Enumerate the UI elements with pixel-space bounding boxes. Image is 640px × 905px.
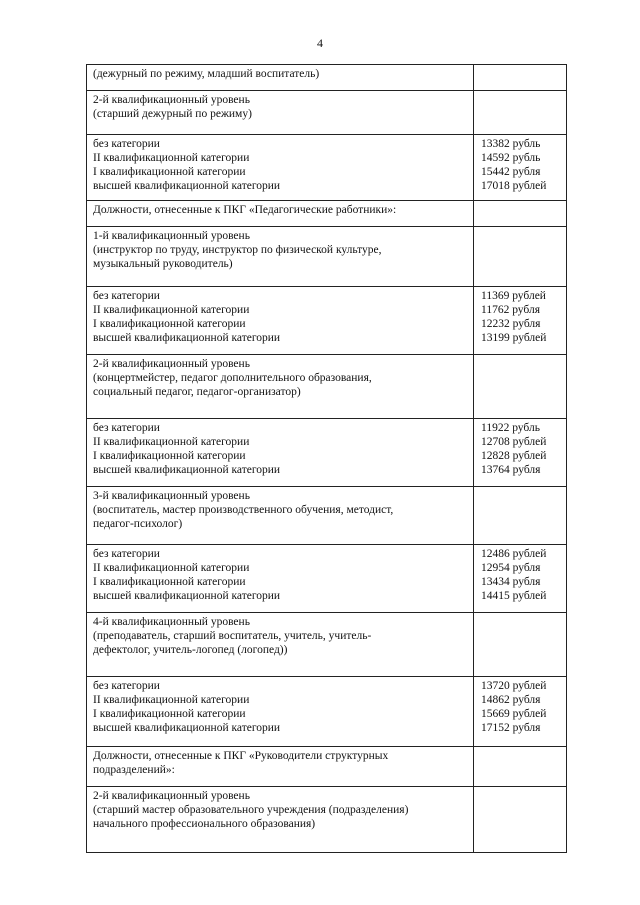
- description-line: педагог-психолог): [93, 518, 183, 530]
- salary-value: 12708 рублей: [481, 436, 547, 448]
- position-row: [87, 613, 567, 677]
- rates-row: [87, 677, 567, 747]
- position-row: [87, 201, 567, 227]
- description-cell: [87, 747, 474, 787]
- salary-table-body: [87, 65, 567, 853]
- position-row: [87, 227, 567, 287]
- salary-value: 14862 рубля: [481, 694, 541, 706]
- salary-value: 17018 рублей: [481, 180, 547, 192]
- category-label: без категории: [93, 422, 160, 434]
- salary-cell: [474, 355, 567, 419]
- category-label: I квалификационной категории: [93, 166, 246, 178]
- salary-cell: [474, 227, 567, 287]
- category-label: высшей квалификационной категории: [93, 464, 281, 476]
- salary-value: 11922 рубль: [481, 422, 540, 434]
- rates-row: [87, 545, 567, 613]
- salary-value: 11369 рублей: [481, 290, 546, 302]
- description-line: (дежурный по режиму, младший воспитатель): [93, 68, 320, 80]
- category-label: II квалификационной категории: [93, 562, 250, 574]
- description-line: (преподаватель, старший воспитатель, учитель, учитель-: [93, 630, 372, 642]
- rates-row: [87, 419, 567, 487]
- category-label: I квалификационной категории: [93, 318, 246, 330]
- category-label: II квалификационной категории: [93, 304, 250, 316]
- category-label: II квалификационной категории: [93, 152, 250, 164]
- description-line: 1-й квалификационный уровень: [93, 230, 250, 242]
- rates-row: [87, 135, 567, 201]
- description-cell: [87, 677, 474, 747]
- description-cell: [87, 787, 474, 853]
- salary-value: 12828 рублей: [481, 450, 547, 462]
- description-line: (старший дежурный по режиму): [93, 108, 252, 120]
- salary-value: 12954 рубля: [481, 562, 541, 574]
- salary-value: 15669 рублей: [481, 708, 547, 720]
- salary-cell: [474, 135, 567, 201]
- description-cell: [87, 613, 474, 677]
- salary-cell: [474, 287, 567, 355]
- description-line: Должности, отнесенные к ПКГ «Педагогические работники»:: [93, 204, 397, 216]
- salary-table: [86, 64, 567, 853]
- description-line: (старший мастер образовательного учреждения (подразделения): [93, 804, 409, 816]
- page-number: 4: [317, 36, 323, 50]
- description-line: 4-й квалификационный уровень: [93, 616, 250, 628]
- position-row: [87, 487, 567, 545]
- description-line: Должности, отнесенные к ПКГ «Руководители структурных: [93, 750, 389, 762]
- description-line: подразделений»:: [93, 764, 175, 776]
- description-cell: [87, 135, 474, 201]
- description-cell: [87, 227, 474, 287]
- description-cell: [87, 65, 474, 91]
- description-line: 2-й квалификационный уровень: [93, 358, 250, 370]
- position-row: [87, 787, 567, 853]
- salary-cell: [474, 545, 567, 613]
- category-label: высшей квалификационной категории: [93, 590, 281, 602]
- description-line: (воспитатель, мастер производственного обучения, методист,: [93, 504, 394, 516]
- description-cell: [87, 545, 474, 613]
- category-label: без категории: [93, 290, 160, 302]
- salary-cell: [474, 419, 567, 487]
- description-line: социальный педагог, педагог-организатор): [93, 386, 301, 398]
- category-label: I квалификационной категории: [93, 450, 246, 462]
- category-label: высшей квалификационной категории: [93, 332, 281, 344]
- position-row: [87, 65, 567, 91]
- salary-cell: [474, 201, 567, 227]
- salary-cell: [474, 65, 567, 91]
- salary-value: 12232 рубля: [481, 318, 541, 330]
- description-line: музыкальный руководитель): [93, 258, 233, 270]
- description-line: 2-й квалификационный уровень: [93, 94, 250, 106]
- category-label: I квалификационной категории: [93, 576, 246, 588]
- salary-value: 17152 рубля: [481, 722, 541, 734]
- position-row: [87, 91, 567, 135]
- salary-value: 11762 рубля: [481, 304, 540, 316]
- salary-value: 13720 рублей: [481, 680, 547, 692]
- salary-value: 13434 рубля: [481, 576, 541, 588]
- salary-value: 14592 рубль: [481, 152, 541, 164]
- salary-cell: [474, 487, 567, 545]
- category-label: без категории: [93, 680, 160, 692]
- description-cell: [87, 487, 474, 545]
- description-line: 2-й квалификационный уровень: [93, 790, 250, 802]
- description-line: дефектолог, учитель-логопед (логопед)): [93, 644, 288, 656]
- salary-value: 13764 рубля: [481, 464, 541, 476]
- category-label: без категории: [93, 138, 160, 150]
- category-label: I квалификационной категории: [93, 708, 246, 720]
- description-cell: [87, 419, 474, 487]
- salary-cell: [474, 91, 567, 135]
- salary-value: 12486 рублей: [481, 548, 547, 560]
- category-label: высшей квалификационной категории: [93, 722, 281, 734]
- description-line: (концертмейстер, педагог дополнительного образования,: [93, 372, 372, 384]
- description-line: начального профессионального образования): [93, 818, 316, 830]
- salary-value: 14415 рублей: [481, 590, 547, 602]
- description-cell: [87, 287, 474, 355]
- salary-cell: [474, 677, 567, 747]
- description-line: 3-й квалификационный уровень: [93, 490, 250, 502]
- position-row: [87, 747, 567, 787]
- salary-value: 13382 рубль: [481, 138, 541, 150]
- category-label: II квалификационной категории: [93, 436, 250, 448]
- salary-cell: [474, 613, 567, 677]
- description-cell: [87, 91, 474, 135]
- description-cell: [87, 355, 474, 419]
- description-line: (инструктор по труду, инструктор по физической культуре,: [93, 244, 382, 256]
- salary-value: 15442 рубля: [481, 166, 541, 178]
- salary-value: 13199 рублей: [481, 332, 547, 344]
- salary-cell: [474, 787, 567, 853]
- salary-cell: [474, 747, 567, 787]
- rates-row: [87, 287, 567, 355]
- description-cell: [87, 201, 474, 227]
- position-row: [87, 355, 567, 419]
- category-label: II квалификационной категории: [93, 694, 250, 706]
- category-label: высшей квалификационной категории: [93, 180, 281, 192]
- category-label: без категории: [93, 548, 160, 560]
